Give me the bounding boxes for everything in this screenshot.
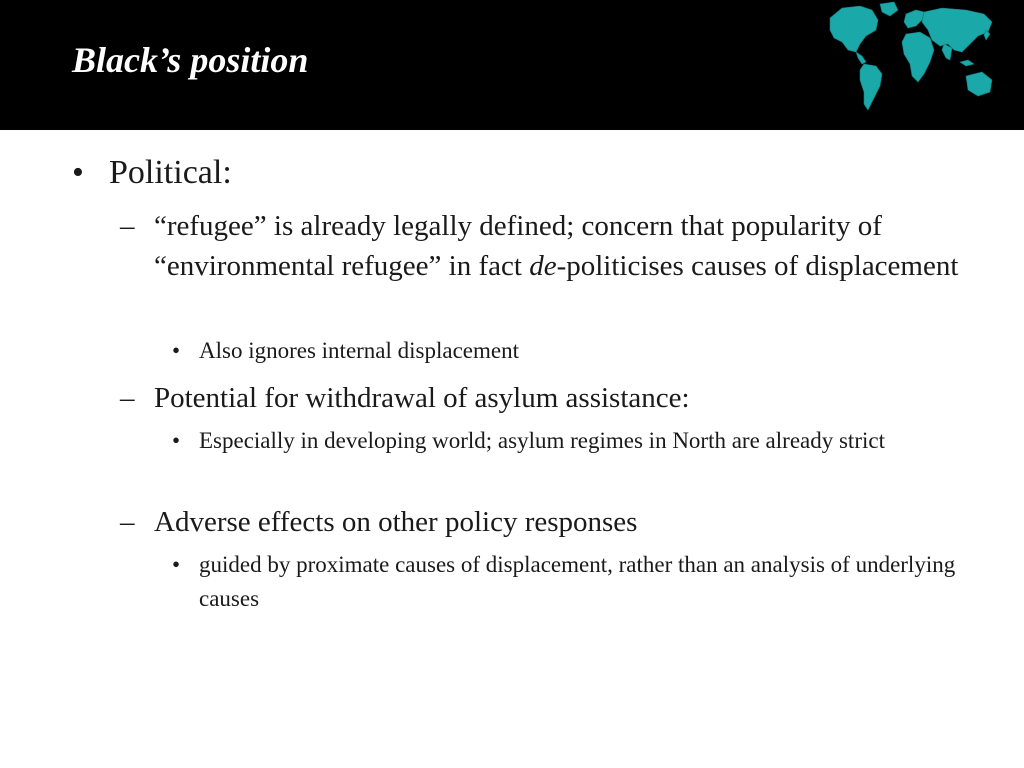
sub-bullet-asylum-withdrawal [120, 378, 990, 418]
bullet-mark: • [172, 338, 181, 363]
bullet-text: Adverse effects on other policy responses [154, 506, 638, 538]
text-after-emphasis: -politicises causes of displacement [556, 250, 959, 282]
bullet-mark: • [72, 154, 84, 191]
slide-title: Black’s position [72, 40, 309, 80]
bullet-mark: • [172, 428, 181, 453]
bullet-text [154, 206, 990, 286]
world-map-icon [820, 0, 1000, 118]
bullet-mark: • [172, 552, 181, 577]
sub-bullet-refugee-definition [120, 206, 990, 286]
slide-header [0, 0, 1024, 130]
dash-mark: – [120, 382, 135, 414]
dash-mark: – [120, 210, 135, 242]
emphasis-de: de [529, 250, 557, 282]
bullet-text: Potential for withdrawal of asylum assistance: [154, 382, 690, 414]
text-before-emphasis: “refugee” is already legally defined; concern that popularity of “environmental refugee” in fact [154, 210, 882, 282]
bullet-text: Political: [109, 154, 232, 191]
bullet-text: Also ignores internal displacement [199, 338, 520, 363]
sub-bullet-adverse-effects [120, 502, 990, 542]
bullet-text: guided by proximate causes of displacement, rather than an analysis of underlying causes [199, 552, 956, 611]
sub-sub-bullet-internal-displacement [172, 334, 987, 368]
bullet-text: Especially in developing world; asylum regimes in North are already strict [199, 428, 885, 453]
sub-sub-bullet-developing-world [172, 424, 987, 458]
dash-mark: – [120, 506, 135, 538]
sub-sub-bullet-proximate-causes [172, 548, 987, 616]
